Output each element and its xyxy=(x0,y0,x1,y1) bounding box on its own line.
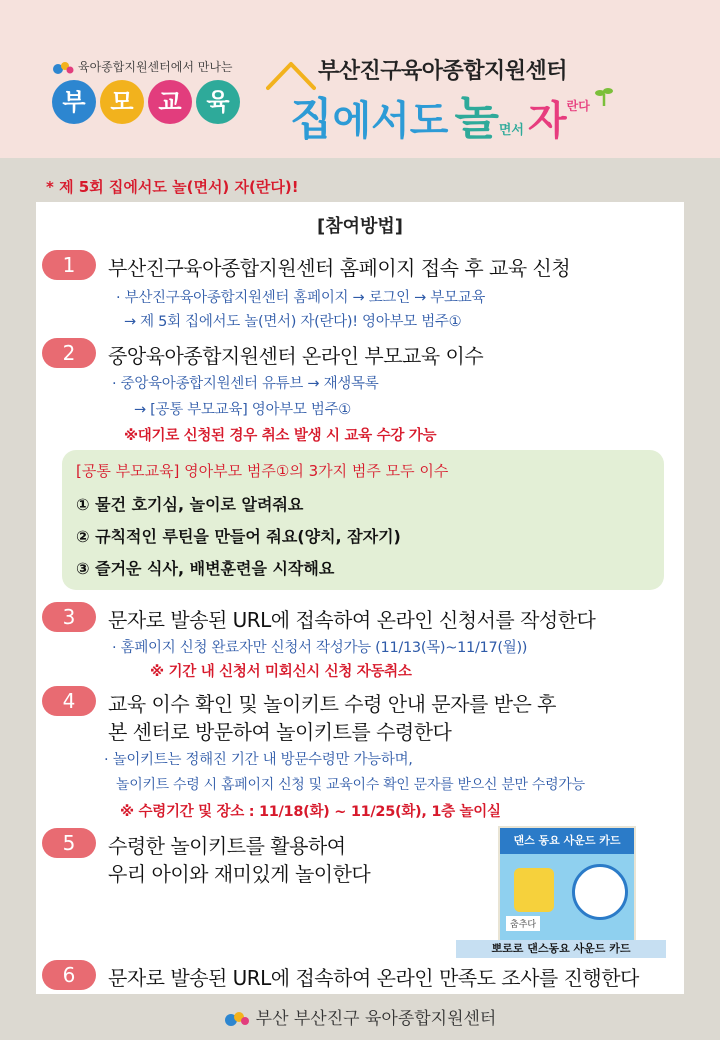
center-logo-small xyxy=(52,58,233,76)
title-ja: 자 xyxy=(528,98,567,144)
title-eseodo: 에서도 xyxy=(332,98,449,144)
step-4-sub-1: · 놀이키트는 정해진 기간 내 방문수령만 가능하며, xyxy=(104,752,413,768)
step-number-5: 5 xyxy=(42,828,96,858)
small-caption: 육아종합지원센터에서 만나는 xyxy=(78,60,233,74)
step-3-text: 문자로 발송된 URL에 접속하여 온라인 신청서를 작성한다 xyxy=(108,608,596,632)
title-myeonseo: 면서 xyxy=(498,123,524,138)
pill-yuk: 육 xyxy=(196,80,240,124)
step-2-sub-1: · 중앙육아종합지원센터 유튜브 → 재생목록 xyxy=(112,376,379,392)
scallop-edge xyxy=(0,150,720,164)
title-randa: 란다 xyxy=(566,99,590,113)
step-5-text-2: 우리 아이와 재미있게 놀이한다 xyxy=(108,862,371,886)
step-4-text-2: 본 센터로 방문하여 놀이키트를 수령한다 xyxy=(108,720,452,744)
step-2-warning: ※대기로 신청된 경우 취소 발생 시 교육 수강 가능 xyxy=(124,428,437,444)
category-item-1: ① 물건 호기심, 놀이로 알려줘요 xyxy=(76,495,304,514)
play-kit-tag: 춤추다 xyxy=(506,916,540,931)
course-categories-title: [공통 부모교육] 영아부모 범주①의 3가지 범주 모두 이수 xyxy=(76,462,449,480)
step-number-6: 6 xyxy=(42,960,96,990)
title-jib: 집 xyxy=(290,94,333,145)
step-number-4: 4 xyxy=(42,686,96,716)
category-item-2: ② 규칙적인 루틴을 만들어 줘요(양치, 잠자기) xyxy=(76,527,401,546)
play-kit-image xyxy=(498,826,636,946)
event-notice: * 제 5회 집에서도 놀(면서) 자(란다)! xyxy=(46,178,299,196)
footer xyxy=(0,1004,720,1029)
sound-card-shape xyxy=(514,868,554,912)
step-number-2: 2 xyxy=(42,338,96,368)
sprout-icon xyxy=(595,84,613,106)
step-5-text-1: 수령한 놀이키트를 활용하여 xyxy=(108,834,346,858)
step-4-sub-2: 놀이키트 수령 시 홈페이지 신청 및 교육이수 확인 문자를 받으신 분만 수령가능 xyxy=(116,777,585,793)
step-1-sub-1: · 부산진구육아종합지원센터 홈페이지 → 로그인 → 부모교육 xyxy=(116,290,486,306)
pill-gyo: 교 xyxy=(148,80,192,124)
swirl-logo-icon xyxy=(52,60,74,76)
step-2-text: 중앙육아종합지원센터 온라인 부모교육 이수 xyxy=(108,344,484,368)
play-kit-band: 댄스 동요 사운드 카드 xyxy=(500,828,634,854)
step-3-warning: ※ 기간 내 신청서 미회신시 신청 자동취소 xyxy=(150,664,412,680)
category-item-3: ③ 즐거운 식사, 배변훈련을 시작해요 xyxy=(76,559,335,578)
step-1-sub-2: → 제 5회 집에서도 놀(면서) 자(란다)! 영아부모 범주① xyxy=(124,314,462,330)
footer-text: 부산 부산진구 육아종합지원센터 xyxy=(255,1009,497,1029)
step-4-warning: ※ 수령기간 및 장소 : 11/18(화) ~ 11/25(화), 1층 놀이실 xyxy=(120,804,501,820)
pill-mo: 모 xyxy=(100,80,144,124)
step-number-3: 3 xyxy=(42,602,96,632)
step-3-sub: · 홈페이지 신청 완료자만 신청서 작성가능 (11/13(목)~11/17(월)) xyxy=(112,640,528,656)
step-number-1: 1 xyxy=(42,250,96,280)
step-4-text-1: 교육 이수 확인 및 놀이키트 수령 안내 문자를 받은 후 xyxy=(108,692,556,716)
center-name: 부산진구육아종합지원센터 xyxy=(318,59,568,84)
step-1-text: 부산진구육아종합지원센터 홈페이지 접속 후 교육 신청 xyxy=(108,256,571,280)
pororo-face-icon xyxy=(572,864,628,920)
method-title: [참여방법] xyxy=(316,216,403,237)
pill-bu: 부 xyxy=(52,80,96,124)
step-6-text: 문자로 발송된 URL에 접속하여 온라인 만족도 조사를 진행한다 xyxy=(108,966,639,990)
swirl-logo-icon xyxy=(224,1010,250,1028)
title-nol: 놀 xyxy=(454,91,499,145)
step-2-sub-2: → [공통 부모교육] 영아부모 범주① xyxy=(134,402,351,418)
play-kit-label: 뽀로로 댄스동요 사운드 카드 xyxy=(456,940,666,958)
event-title xyxy=(290,82,613,148)
